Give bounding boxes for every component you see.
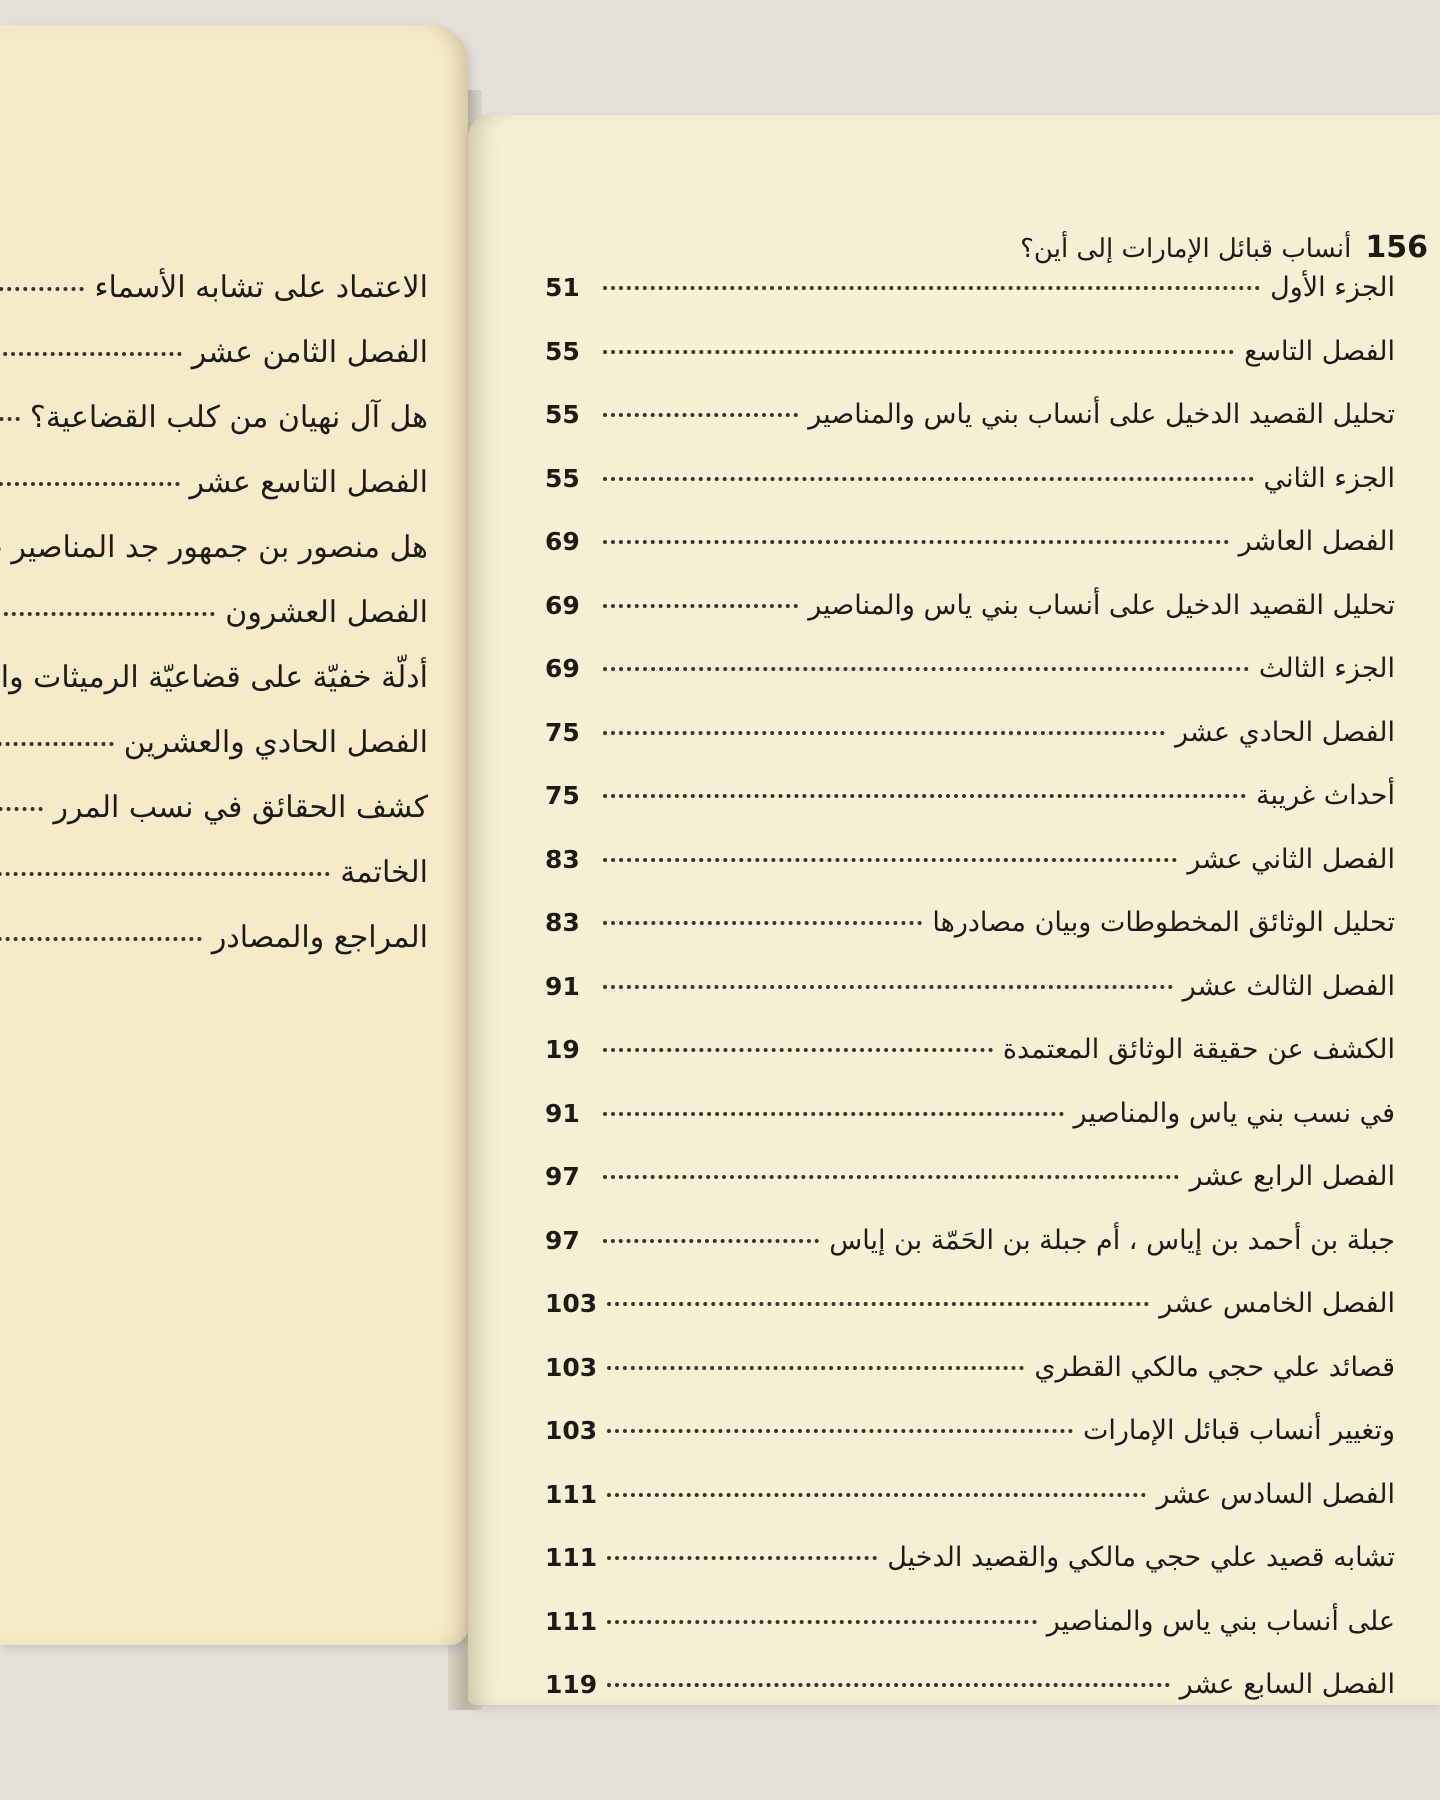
toc-entry [0, 725, 428, 760]
toc-entry-title: الفصل العشرون [225, 595, 428, 630]
toc-entry [545, 1479, 1395, 1510]
toc-entry-title: الفصل الحادي والعشرين [123, 725, 428, 760]
toc-entry-title: الجزء الثالث [1258, 653, 1395, 684]
toc-entry [0, 855, 428, 890]
toc-entry [545, 1225, 1395, 1256]
toc-entry-title: كشف الحقائق في نسب المرر [53, 790, 428, 825]
toc-entry-title: الخاتمة [340, 855, 428, 890]
toc-entry-page: 103 [545, 1289, 598, 1318]
dot-leader [0, 807, 43, 811]
toc-entry-page: 75 [545, 717, 580, 747]
dot-leader [0, 742, 114, 746]
running-header [1020, 230, 1428, 265]
dot-leader [607, 1620, 1037, 1624]
toc-entry-page: 55 [545, 400, 580, 429]
toc-entry [545, 1352, 1395, 1383]
dot-leader [0, 612, 215, 616]
toc-entry-title: الفصل السادس عشر [1156, 1478, 1395, 1510]
dot-leader [0, 482, 180, 486]
toc-entry [545, 1669, 1395, 1700]
toc-entry-title: قصائد علي حجي مالكي القطري [1034, 1351, 1395, 1383]
toc-entry [545, 1415, 1395, 1446]
dot-leader [603, 1175, 1179, 1179]
toc-entry-title: الفصل الخامس عشر [1159, 1288, 1395, 1319]
toc-entry-title: الاعتماد على تشابه الأسماء [94, 270, 428, 305]
dot-leader [603, 1112, 1064, 1116]
dot-leader [607, 1366, 1024, 1370]
dot-leader [603, 350, 1234, 354]
toc-entry [545, 844, 1395, 875]
toc-entry-title: وتغيير أنساب قبائل الإمارات [1082, 1415, 1395, 1446]
toc-entry-title: الفصل التاسع [1244, 335, 1395, 367]
toc-entry-title: الفصل السابع عشر [1179, 1669, 1395, 1700]
dot-leader [603, 794, 1246, 798]
dot-leader [603, 985, 1173, 989]
toc-entry [545, 1034, 1395, 1065]
dot-leader [603, 477, 1254, 481]
dot-leader [0, 417, 20, 421]
toc-entry-page: 69 [545, 527, 580, 556]
toc-entry-page: 103 [545, 1352, 598, 1382]
toc-entry [545, 399, 1395, 430]
toc-entry-page: 55 [545, 336, 580, 366]
toc-entry-title: أدلّة خفيّة على قضاعيّة الرميثات وا [0, 660, 428, 695]
toc-entry-title: على أنساب بني ياس والمناصير [1046, 1605, 1395, 1637]
toc-entry [545, 272, 1395, 303]
toc-entry [545, 653, 1395, 684]
toc-entry-page: 103 [545, 1416, 598, 1445]
toc-entry [0, 335, 428, 370]
toc-entry-title: الفصل التاسع عشر [189, 465, 428, 500]
toc-entry [0, 660, 428, 695]
toc-entry [0, 530, 428, 565]
toc-entry [545, 971, 1395, 1002]
toc-entry [0, 595, 428, 630]
toc-entry-page: 111 [545, 1479, 598, 1509]
toc-entry [545, 1288, 1395, 1319]
toc-entry-page: 119 [545, 1670, 598, 1699]
toc-entry-title: الجزء الثاني [1263, 462, 1395, 494]
toc-entry [0, 920, 428, 955]
toc-entry [0, 270, 428, 305]
toc-entry-title: المراجع والمصادر [211, 920, 428, 955]
toc-entry [545, 336, 1395, 367]
page-number: 156 [1365, 230, 1428, 265]
toc-entry-title: تحليل القصيد الدخيل على أنساب بني ياس والمناصير [808, 589, 1395, 621]
toc-entry-title: في نسب بني ياس والمناصير [1073, 1097, 1395, 1129]
dot-leader [0, 547, 1, 551]
dot-leader [607, 1493, 1146, 1497]
dot-leader [603, 1048, 993, 1052]
toc-entry-title: الفصل الثامن عشر [191, 335, 428, 370]
dot-leader [603, 286, 1260, 290]
toc-entry [545, 1098, 1395, 1129]
toc-entry-page: 69 [545, 590, 580, 620]
dot-leader [0, 872, 330, 876]
header-title: أنساب قبائل الإمارات إلى أين؟ [1020, 234, 1352, 264]
toc-entry-page: 69 [545, 654, 580, 683]
toc-entry-title: الفصل الثالث عشر [1182, 970, 1395, 1002]
toc-entry-page: 111 [545, 1543, 598, 1572]
toc-entry-page: 97 [545, 1162, 580, 1191]
dot-leader [0, 287, 84, 291]
toc-entry [545, 590, 1395, 621]
toc-entry-page: 91 [545, 971, 580, 1001]
toc-entry-title: تشابه قصيد علي حجي مالكي والقصيد الدخيل [887, 1542, 1395, 1573]
dot-leader [603, 1239, 819, 1243]
toc-entry-title: الفصل الرابع عشر [1189, 1161, 1395, 1192]
toc-entry-title: الجزء الأول [1270, 272, 1395, 303]
right-page [468, 115, 1440, 1705]
toc-entry [545, 463, 1395, 494]
toc-entry-title: أحداث غريبة [1255, 780, 1395, 811]
toc-entry-title: هل منصور بن جمهور جد المناصير [11, 530, 428, 565]
toc-entry-title: الفصل العاشر [1238, 526, 1395, 557]
toc-entry [545, 1606, 1395, 1637]
toc-entry [0, 400, 428, 435]
toc-entry [545, 1161, 1395, 1192]
dot-leader [603, 540, 1229, 544]
toc-entry-title: تحليل القصيد الدخيل على أنساب بني ياس والمناصير [808, 399, 1395, 430]
toc-entry-title: تحليل الوثائق المخطوطات وبيان مصادرها [932, 907, 1395, 938]
dot-leader [607, 1429, 1073, 1433]
toc-entry [545, 1542, 1395, 1573]
dot-leader [607, 1683, 1169, 1687]
dot-leader [603, 858, 1177, 862]
toc-entry-page: 75 [545, 781, 580, 810]
toc-entry [545, 907, 1395, 938]
toc-entry [545, 717, 1395, 748]
toc-entry-title: الفصل الثاني عشر [1187, 843, 1395, 875]
toc-entry [545, 526, 1395, 557]
toc-entry-page: 91 [545, 1098, 580, 1128]
toc-entry-page: 55 [545, 463, 580, 493]
toc-entry-page: 83 [545, 844, 580, 874]
dot-leader [603, 731, 1165, 735]
dot-leader [0, 352, 182, 356]
dot-leader [603, 604, 798, 608]
toc-entry [0, 790, 428, 825]
toc-entry-title: هل آل نهيان من كلب القضاعية؟ [29, 400, 428, 435]
dot-leader [603, 667, 1249, 671]
toc-entry [545, 780, 1395, 811]
toc-entry-page: 111 [545, 1606, 598, 1636]
toc-entry-page: 19 [545, 1035, 580, 1064]
toc-entry-title: الكشف عن حقيقة الوثائق المعتمدة [1002, 1034, 1395, 1065]
dot-leader [607, 1302, 1149, 1306]
toc-entry [0, 465, 428, 500]
dot-leader [603, 921, 922, 925]
dot-leader [603, 413, 798, 417]
dot-leader [607, 1556, 877, 1560]
dot-leader [0, 937, 202, 941]
left-page [0, 25, 468, 1645]
toc-entry-page: 83 [545, 908, 580, 937]
toc-entry-title: الفصل الحادي عشر [1174, 716, 1395, 748]
toc-entry-title: جبلة بن أحمد بن إياس ، أم جبلة بن الحَمّة بن إياس [829, 1224, 1395, 1256]
toc-entry-page: 97 [545, 1225, 580, 1255]
toc-entry-page: 51 [545, 273, 580, 302]
